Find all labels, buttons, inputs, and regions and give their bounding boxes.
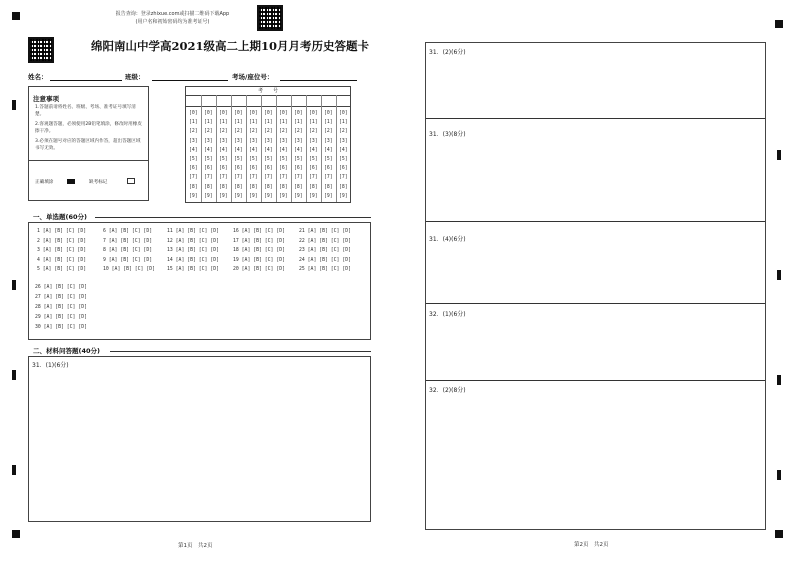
mcq-question[interactable]: 25 [A] [B] [C] [D] [299,267,351,272]
exam-id-digit-bubble[interactable]: [3] [309,138,318,144]
alignment-mark [12,530,20,538]
exam-id-digit-bubble[interactable]: [9] [234,193,243,199]
exam-id-digit-bubble[interactable]: [2] [189,129,198,135]
mcq-question[interactable]: 6 [A] [B] [C] [D] [103,229,153,234]
exam-id-digit-bubble[interactable]: [8] [249,184,258,190]
exam-id-digit-bubble[interactable]: [3] [189,138,198,144]
exam-id-digit-bubble[interactable]: [6] [339,166,348,172]
mcq-question[interactable]: 12 [A] [B] [C] [D] [167,238,219,244]
exam-id-digit-bubble[interactable]: [0] [294,111,303,116]
exam-id-digit-bubble[interactable]: [6] [234,166,243,172]
page-number: 第1页 共2页 [178,543,213,549]
mcq-question[interactable]: 4 [A] [B] [C] [D] [37,257,87,263]
exam-id-digit-bubble[interactable]: [6] [264,166,273,172]
exam-id-digit-bubble[interactable]: [1] [204,120,213,126]
notice-item: 1.答题前请将姓名、班级、考场、准考证号填写清楚。 [35,105,136,117]
exam-id-digit-bubble[interactable]: [9] [264,193,273,199]
exam-id-digit-bubble[interactable]: [0] [309,111,318,116]
exam-id-digit-bubble[interactable]: [1] [279,120,288,126]
side-mark [12,280,16,290]
mcq-question[interactable]: 16 [A] [B] [C] [D] [233,229,285,234]
exam-id-digit-bubble[interactable]: [4] [339,147,348,153]
exam-id-digit-bubble[interactable]: [2] [339,129,348,135]
class-field[interactable] [152,80,228,81]
mcq-question[interactable]: 8 [A] [B] [C] [D] [103,248,153,253]
exam-id-digit-bubble[interactable]: [5] [309,157,318,162]
exam-id-digit-bubble[interactable]: [2] [234,129,243,135]
exam-id-digit-bubble[interactable]: [0] [189,111,198,116]
exam-id-digit-bubble[interactable]: [9] [339,193,348,199]
exam-id-digit-bubble[interactable]: [6] [309,166,318,172]
side-mark [12,370,16,380]
exam-id-digit-bubble[interactable]: [0] [234,111,243,116]
exam-id-digit-bubble[interactable]: [4] [279,147,288,153]
exam-id-digit-bubble[interactable]: [7] [339,175,348,181]
exam-id-digit-bubble[interactable]: [1] [294,120,303,126]
mcq-question[interactable]: 30 [A] [B] [C] [D] [35,325,87,330]
notice-item: 2.客观题答题，必须使用2B铅笔填涂，修改时用橡皮擦干净。 [35,122,142,134]
exam-id-digit-bubble[interactable]: [5] [189,157,198,162]
exam-id-digit-bubble[interactable]: [5] [294,157,303,162]
exam-id-digit-bubble[interactable]: [8] [294,184,303,190]
exam-id-digit-bubble[interactable]: [0] [219,111,228,116]
name-field[interactable] [50,80,122,81]
exam-id-digit-bubble[interactable]: [1] [264,120,273,126]
exam-id-digit-bubble[interactable]: [3] [234,138,243,144]
exam-id-digit-bubble[interactable]: [8] [279,184,288,190]
correct-fill-label: 正确填涂 [35,180,54,185]
mcq-box [28,222,371,340]
page-number: 第2页 共2页 [574,542,609,548]
exam-id-digit-bubble[interactable]: [5] [249,157,258,162]
name-label: 姓名： [28,73,48,81]
divider [29,160,148,161]
exam-id-digit-bubble[interactable]: [4] [294,147,303,153]
exam-id-digit-bubble[interactable]: [4] [249,147,258,153]
exam-id-digit-bubble[interactable]: [0] [279,111,288,116]
section1-title: 一、单选题(60分) [33,213,87,221]
exam-id-column-divider [201,95,202,202]
absent-mark-label: 缺考标记 [89,180,108,185]
section2-title: 二、材料问答题(40分) [33,347,100,355]
exam-id-digit-bubble[interactable]: [1] [309,120,318,126]
exam-id-digit-bubble[interactable]: [7] [189,175,198,181]
exam-id-digit-bubble[interactable]: [8] [189,184,198,190]
report-notice [95,10,250,26]
side-mark [777,375,781,385]
exam-id-digit-bubble[interactable]: [9] [324,193,333,199]
exam-id-digit-bubble[interactable]: [9] [204,193,213,199]
mcq-question[interactable]: 27 [A] [B] [C] [D] [35,295,87,300]
exam-id-digit-bubble[interactable]: [3] [204,138,213,144]
exam-id-digit-bubble[interactable]: [2] [264,129,273,135]
seat-label: 考场/座位号： [232,73,274,81]
exam-id-digit-bubble[interactable]: [9] [294,193,303,199]
exam-id-digit-bubble[interactable]: [3] [339,138,348,144]
exam-id-digit-bubble[interactable]: [2] [279,129,288,135]
exam-id-digit-bubble[interactable]: [0] [264,111,273,116]
mcq-question[interactable]: 17 [A] [B] [C] [D] [233,238,285,244]
exam-id-digit-bubble[interactable]: [2] [324,129,333,135]
exam-id-column-divider [336,95,337,202]
exam-id-digit-bubble[interactable]: [5] [234,157,243,162]
exam-id-digit-bubble[interactable]: [1] [219,120,228,126]
exam-id-digit-bubble[interactable]: [6] [279,166,288,172]
correct-fill-sample [67,179,75,184]
mcq-question[interactable]: 22 [A] [B] [C] [D] [299,238,351,244]
mcq-question[interactable]: 9 [A] [B] [C] [D] [103,257,153,263]
side-mark [777,150,781,160]
alignment-mark [775,20,783,28]
exam-id-column-divider [321,95,322,202]
exam-id-digit-bubble[interactable]: [9] [309,193,318,199]
exam-id-digit-bubble[interactable]: [8] [339,184,348,190]
exam-id-column-divider [291,95,292,202]
exam-id-digit-bubble[interactable]: [1] [189,120,198,126]
exam-id-digit-bubble[interactable]: [4] [264,147,273,153]
mcq-question[interactable]: 29 [A] [B] [C] [D] [35,315,87,320]
mcq-question[interactable]: 21 [A] [B] [C] [D] [299,229,351,234]
mcq-question[interactable]: 19 [A] [B] [C] [D] [233,257,285,263]
exam-id-grid [185,86,351,203]
mcq-question[interactable]: 1 [A] [B] [C] [D] [37,229,87,234]
exam-id-digit-bubble[interactable]: [7] [204,175,213,181]
divider [426,303,765,304]
divider [95,217,371,218]
exam-id-digit-bubble[interactable]: [9] [219,193,228,199]
answer-panel-page2 [425,42,766,530]
exam-id-digit-bubble[interactable]: [4] [324,147,333,153]
exam-id-digit-bubble[interactable]: [4] [309,147,318,153]
exam-id-digit-bubble[interactable]: [2] [309,129,318,135]
exam-id-digit-bubble[interactable]: [0] [324,111,333,116]
answer-area-31-1[interactable] [28,356,371,522]
mcq-question[interactable]: 15 [A] [B] [C] [D] [167,267,219,272]
qr-code-icon [257,5,283,31]
exam-id-digit-bubble[interactable]: [2] [249,129,258,135]
exam-id-digit-bubble[interactable]: [2] [219,129,228,135]
exam-id-digit-bubble[interactable]: [5] [204,157,213,162]
question-label: 31．(1)(6分) [32,362,69,369]
exam-id-digit-bubble[interactable]: [1] [249,120,258,126]
mcq-question[interactable]: 10 [A] [B] [C] [D] [103,267,155,272]
exam-id-digit-bubble[interactable]: [8] [219,184,228,190]
report-notice-line2: (用户名和初始密码均为准考证号) [135,19,210,25]
absent-mark-checkbox[interactable] [127,178,135,184]
exam-id-digit-bubble[interactable]: [0] [339,111,348,116]
exam-id-digit-bubble[interactable]: [6] [204,166,213,172]
divider [110,351,371,352]
exam-id-digit-bubble[interactable]: [8] [234,184,243,190]
alignment-mark [775,530,783,538]
report-notice-line1: 报告查询：登录zhixue.com或扫描二维码下载App [115,11,230,17]
exam-id-digit-bubble[interactable]: [4] [219,147,228,153]
mcq-question[interactable]: 7 [A] [B] [C] [D] [103,238,153,244]
exam-id-digit-bubble[interactable]: [7] [249,175,258,181]
side-mark [777,270,781,280]
exam-id-digit-bubble[interactable]: [1] [324,120,333,126]
exam-id-digit-bubble[interactable]: [4] [234,147,243,153]
exam-id-column-divider [306,95,307,202]
mcq-question[interactable]: 14 [A] [B] [C] [D] [167,257,219,263]
exam-id-digit-bubble[interactable]: [4] [189,147,198,153]
mcq-question[interactable]: 26 [A] [B] [C] [D] [35,285,87,290]
mcq-question[interactable]: 24 [A] [B] [C] [D] [299,257,351,263]
question-label: 31．(3)(8分) [429,131,466,138]
exam-id-digit-bubble[interactable]: [3] [279,138,288,144]
question-label: 32．(1)(6分) [429,311,466,318]
notice-item: 3.必须在题号对应的答题区域内作答，超出答题区域书写无效。 [35,139,141,151]
mcq-question[interactable]: 28 [A] [B] [C] [D] [35,305,87,310]
divider [426,118,765,119]
exam-id-digit-bubble[interactable]: [2] [294,129,303,135]
mcq-question[interactable]: 3 [A] [B] [C] [D] [37,248,87,253]
question-label: 31．(4)(6分) [429,236,466,243]
exam-id-digit-bubble[interactable]: [8] [264,184,273,190]
exam-id-digit-bubble[interactable]: [3] [294,138,303,144]
exam-id-column-divider [261,95,262,202]
exam-id-column-divider [216,95,217,202]
exam-id-digit-bubble[interactable]: [9] [189,193,198,199]
exam-id-digit-bubble[interactable]: [7] [234,175,243,181]
divider [426,380,765,381]
exam-id-digit-bubble[interactable]: [5] [219,157,228,162]
exam-id-digit-bubble[interactable]: [8] [309,184,318,190]
exam-id-header: 考 号 [186,87,350,96]
exam-id-digit-bubble[interactable]: [0] [249,111,258,116]
qr-code-icon [28,37,54,63]
mcq-question[interactable]: 2 [A] [B] [C] [D] [37,238,87,244]
notice-box [28,86,149,201]
mcq-question[interactable]: 18 [A] [B] [C] [D] [233,248,285,253]
exam-id-digit-bubble[interactable]: [2] [204,129,213,135]
exam-id-digit-bubble[interactable]: [6] [219,166,228,172]
exam-id-digit-bubble[interactable]: [8] [204,184,213,190]
side-mark [12,465,16,475]
exam-id-digit-bubble[interactable]: [7] [279,175,288,181]
exam-id-digit-bubble[interactable]: [6] [249,166,258,172]
exam-id-digit-bubble[interactable]: [5] [264,157,273,162]
side-mark [12,100,16,110]
exam-id-digit-bubble[interactable]: [3] [264,138,273,144]
exam-id-digit-bubble[interactable]: [5] [339,157,348,162]
exam-id-digit-bubble[interactable]: [1] [339,120,348,126]
exam-id-write-row[interactable] [186,95,350,107]
exam-id-digit-bubble[interactable]: [1] [234,120,243,126]
side-mark [777,470,781,480]
exam-id-digit-bubble[interactable]: [8] [324,184,333,190]
exam-id-digit-bubble[interactable]: [0] [204,111,213,116]
question-label: 31．(2)(6分) [429,49,466,56]
mcq-question[interactable]: 23 [A] [B] [C] [D] [299,248,351,253]
seat-field[interactable] [280,80,357,81]
exam-id-digit-bubble[interactable]: [7] [324,175,333,181]
exam-id-digit-bubble[interactable]: [5] [324,157,333,162]
exam-id-column-divider [276,95,277,202]
exam-id-digit-bubble[interactable]: [4] [204,147,213,153]
exam-id-column-divider [231,95,232,202]
exam-id-digit-bubble[interactable]: [7] [219,175,228,181]
mcq-question[interactable]: 13 [A] [B] [C] [D] [167,248,219,253]
notice-heading: 注意事项 [33,95,59,103]
exam-id-digit-bubble[interactable]: [7] [264,175,273,181]
exam-id-digit-bubble[interactable]: [6] [189,166,198,172]
exam-id-digit-bubble[interactable]: [9] [279,193,288,199]
exam-id-digit-bubble[interactable]: [7] [309,175,318,181]
question-label: 32．(2)(8分) [429,387,466,394]
mcq-question[interactable]: 11 [A] [B] [C] [D] [167,229,219,234]
exam-id-column-divider [246,95,247,202]
exam-id-digit-bubble[interactable]: [3] [324,138,333,144]
exam-id-digit-bubble[interactable]: [6] [324,166,333,172]
exam-id-digit-bubble[interactable]: [6] [294,166,303,172]
alignment-mark [12,12,20,20]
exam-id-digit-bubble[interactable]: [5] [279,157,288,162]
divider [426,221,765,222]
exam-id-digit-bubble[interactable]: [9] [249,193,258,199]
exam-id-digit-bubble[interactable]: [3] [219,138,228,144]
exam-id-digit-bubble[interactable]: [3] [249,138,258,144]
exam-id-digit-bubble[interactable]: [7] [294,175,303,181]
page-title: 绵阳南山中学高2021级高二上期10月月考历史答题卡 [90,39,369,53]
mcq-question[interactable]: 5 [A] [B] [C] [D] [37,267,87,272]
mcq-question[interactable]: 20 [A] [B] [C] [D] [233,267,285,272]
class-label: 班级： [125,73,145,81]
